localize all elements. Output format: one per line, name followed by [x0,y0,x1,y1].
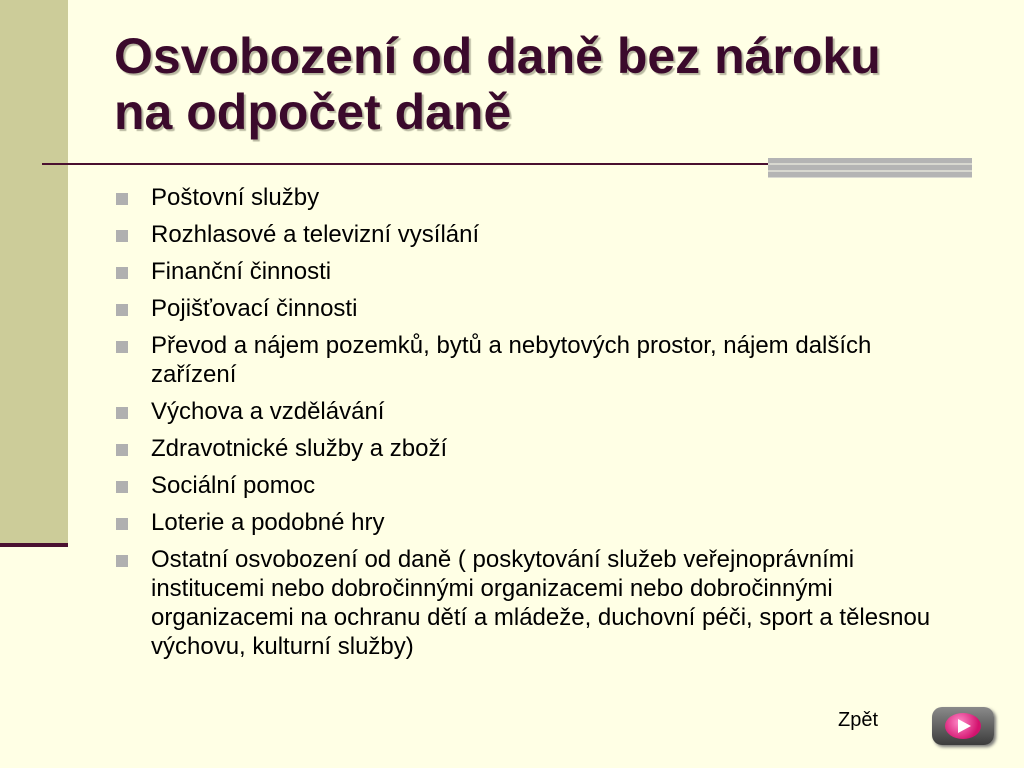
square-bullet-icon [116,518,128,530]
list-item [114,331,934,389]
list-item [114,183,934,212]
play-icon [945,713,981,739]
list-item-text: Finanční činnosti [151,258,332,285]
list-item [114,294,934,323]
square-bullet-icon [116,304,128,316]
list-item-text: Převod a nájem pozemků, bytů a nebytových prostor, nájem dalších zařízení [151,332,872,388]
list-item-text: Loterie a podobné hry [151,509,385,536]
list-item [114,508,934,537]
square-bullet-icon [116,444,128,456]
list-item-text: Ostatní osvobození od daně ( poskytování služeb veřejnoprávními institucemi nebo dobročinnými organizacemi nebo dobročinnými organizacemi na ochranu dětí a mládeže, duchovní péči, sport a tělesnou výchovu, kulturní služby) [151,546,931,660]
list-item-text: Výchova a vzdělávání [151,398,385,425]
square-bullet-icon [116,341,128,353]
square-bullet-icon [116,193,128,205]
square-bullet-icon [116,407,128,419]
list-item [114,257,934,286]
side-decoration-line [0,543,68,547]
square-bullet-icon [116,555,128,567]
back-link[interactable]: Zpět [838,709,879,731]
list-item [114,220,934,249]
square-bullet-icon [116,267,128,279]
list-item-text: Rozhlasové a televizní vysílání [151,221,480,248]
slide-title: Osvobození od daně bez nároku na odpočet daně [114,28,881,140]
list-item [114,471,934,500]
list-item-text: Pojišťovací činnosti [151,295,358,322]
list-item [114,434,934,463]
list-item [114,545,934,661]
list-item-text: Poštovní služby [151,184,320,211]
list-item-text: Sociální pomoc [151,472,316,499]
square-bullet-icon [116,481,128,493]
square-bullet-icon [116,230,128,242]
back-button[interactable] [932,707,994,745]
title-divider-accent [768,158,972,178]
bullet-list [114,183,934,669]
list-item [114,397,934,426]
side-decoration-bar [0,0,68,545]
list-item-text: Zdravotnické služby a zboží [151,435,448,462]
